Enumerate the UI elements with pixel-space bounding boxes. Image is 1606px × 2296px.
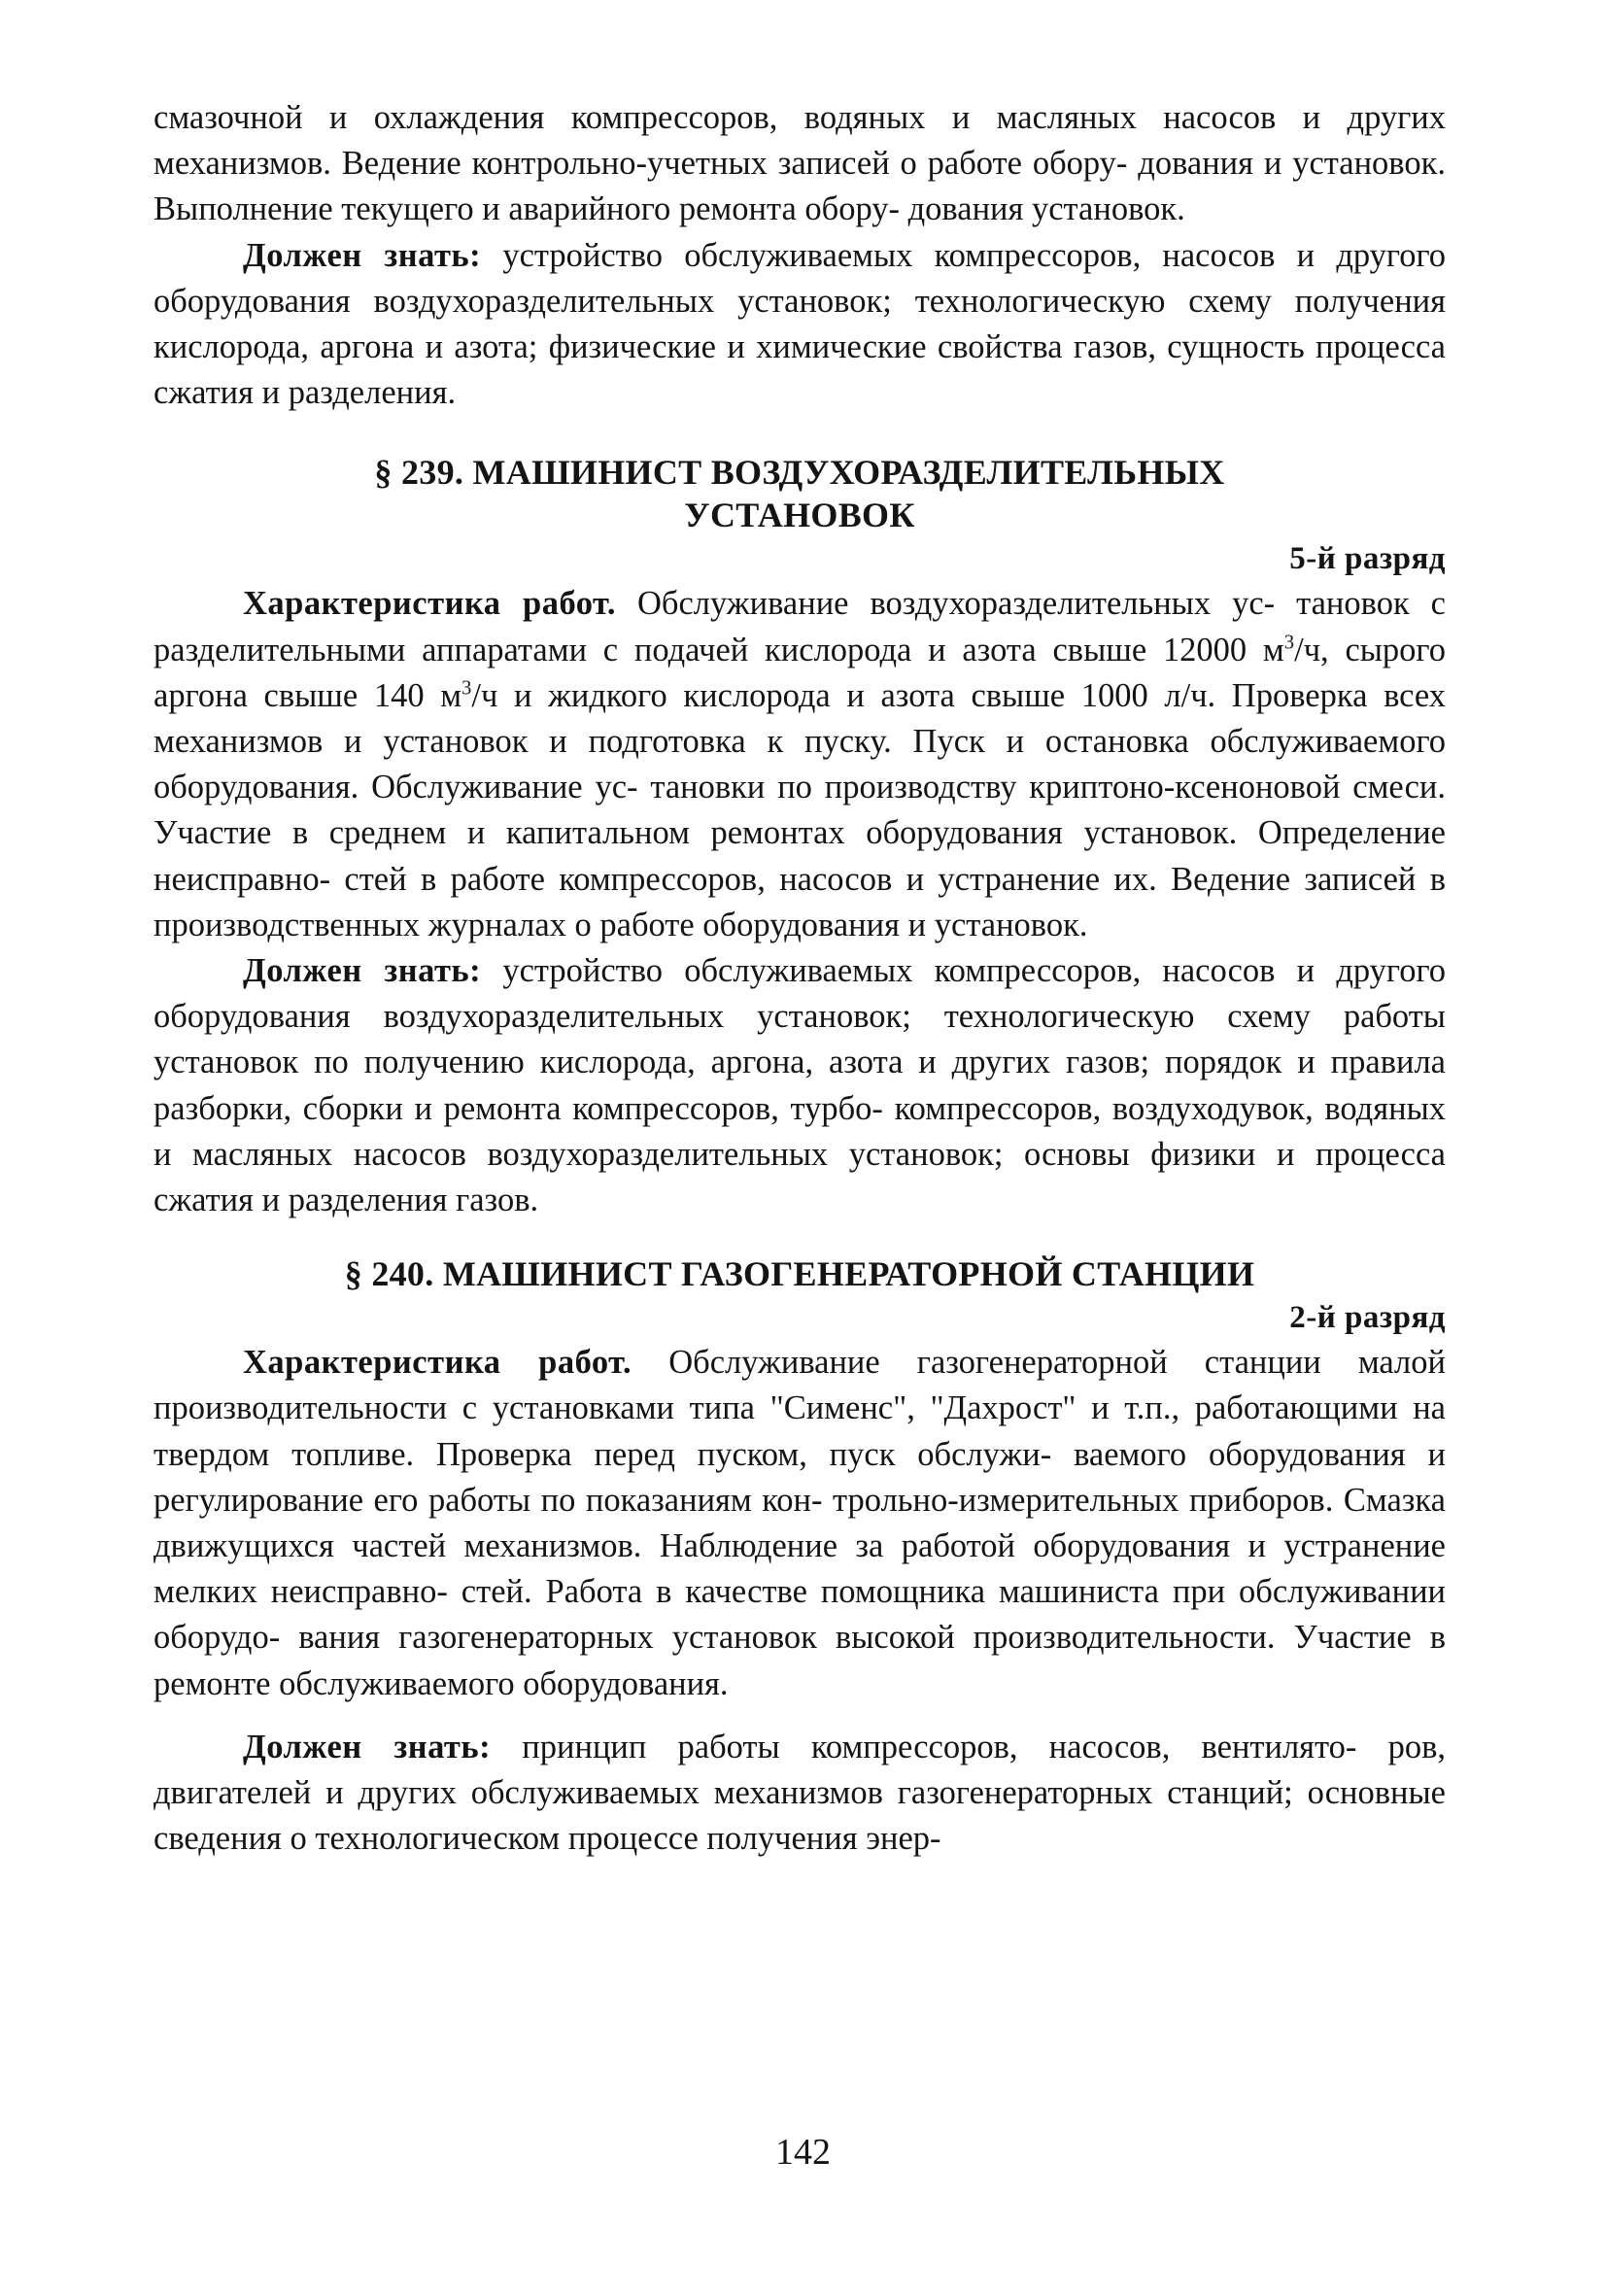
paragraph-knowledge-239	[154, 948, 1446, 1223]
section-239-title-line1: § 239. МАШИНИСТ ВОЗДУХОРАЗДЕЛИТЕЛЬНЫХ	[374, 453, 1225, 493]
knowledge-text: принцип работы компрессоров, насосов, вентилято- ров, двигателей и других обслуживаемых механизмов газогенераторных станций; основные сведения о технологическом процессе получения энер-	[154, 1728, 1446, 1858]
work-text: Обслуживание газогенераторной станции малой производительности с установками типа "Сименс", "Дахрост" и т.п., работающими на твердом топливе. Проверка перед пуском, пуск обслужи- ваемого оборудования и регулирование его работы по показаниям кон- трольно-измерительных приборов. Смазка движущихся частей механизмов. Наблюдение за работой оборудования и устранение мелких неисправно- стей. Работа в качестве помощника машиниста при обслуживании оборудо- вания газогенераторных установок высокой производительности. Участие в ремонте обслуживаемого оборудования.	[154, 1344, 1446, 1702]
paragraph-work-239	[154, 581, 1446, 948]
section-240-grade: 2-й разряд	[1289, 1300, 1446, 1336]
section-239-grade: 5-й разряд	[1289, 541, 1446, 577]
work-text-c: /ч и жидкого кислорода и азота свыше 1000 л/ч. Проверка всех механизмов и установок и подготовка к пуску. Пуск и остановка обслуживаемого оборудования. Обслуживание ус- тановки по производству криптоно-ксеноновой смеси. Участие в среднем и капитальном ремонтах оборудования установок. Определение неисправно- стей в работе компрессоров, насосов и устранение их. Ведение записей в производственных журналах о работе оборудования и установок.	[154, 676, 1446, 943]
paragraph-work-240	[154, 1340, 1446, 1707]
section-240-title: § 240. МАШИНИСТ ГАЗОГЕНЕРАТОРНОЙ СТАНЦИИ	[344, 1254, 1255, 1294]
superscript-3: 3	[461, 677, 472, 700]
section-239-title-line2: УСТАНОВОК	[684, 496, 915, 535]
paragraph-knowledge-238	[154, 233, 1446, 417]
work-text-a: Обслуживание воздухоразделительных ус- тановок с разделительными аппаратами с подачей кислорода и азота свыше 12000 м	[154, 585, 1446, 668]
paragraph-knowledge-240	[154, 1725, 1446, 1863]
superscript-3: 3	[1283, 632, 1295, 654]
page-number: 142	[775, 2132, 831, 2173]
section-239-title	[154, 451, 1446, 536]
work-label: Характеристика работ.	[243, 1344, 632, 1382]
paragraph-continuation: смазочной и охлаждения компрессоров, водяных и масляных насосов и других механизмов. Ведение контрольно-учетных записей о работе обору- дования и установок. Выполнение текущего и аварийного ремонта обору- дования установок.	[154, 99, 1446, 228]
page-body	[154, 95, 1446, 1863]
knowledge-text: устройство обслуживаемых компрессоров, насосов и другого оборудования воздухоразделительных установок; технологическую схему работы установок по получению кислорода, аргона, азота и других газов; порядок и правила разборки, сборки и ремонта компрессоров, турбо- компрессоров, воздуходувок, водяных и масляных насосов воздухоразделительных установок; основы физики и процесса сжатия и разделения газов.	[154, 952, 1447, 1219]
knowledge-label: Должен знать:	[243, 1728, 492, 1765]
knowledge-label: Должен знать:	[243, 236, 482, 274]
work-label: Характеристика работ.	[243, 585, 617, 623]
knowledge-text: устройство обслуживаемых компрессоров, насосов и другого оборудования воздухоразделительных установок; технологическую схему получения кислорода, аргона и азота; физические и химические свойства газов, сущность процесса сжатия и разделения.	[154, 236, 1447, 412]
knowledge-label: Должен знать:	[243, 952, 482, 990]
work-text-b: /ч, сырого аргона свыше 140 м	[154, 631, 1446, 714]
